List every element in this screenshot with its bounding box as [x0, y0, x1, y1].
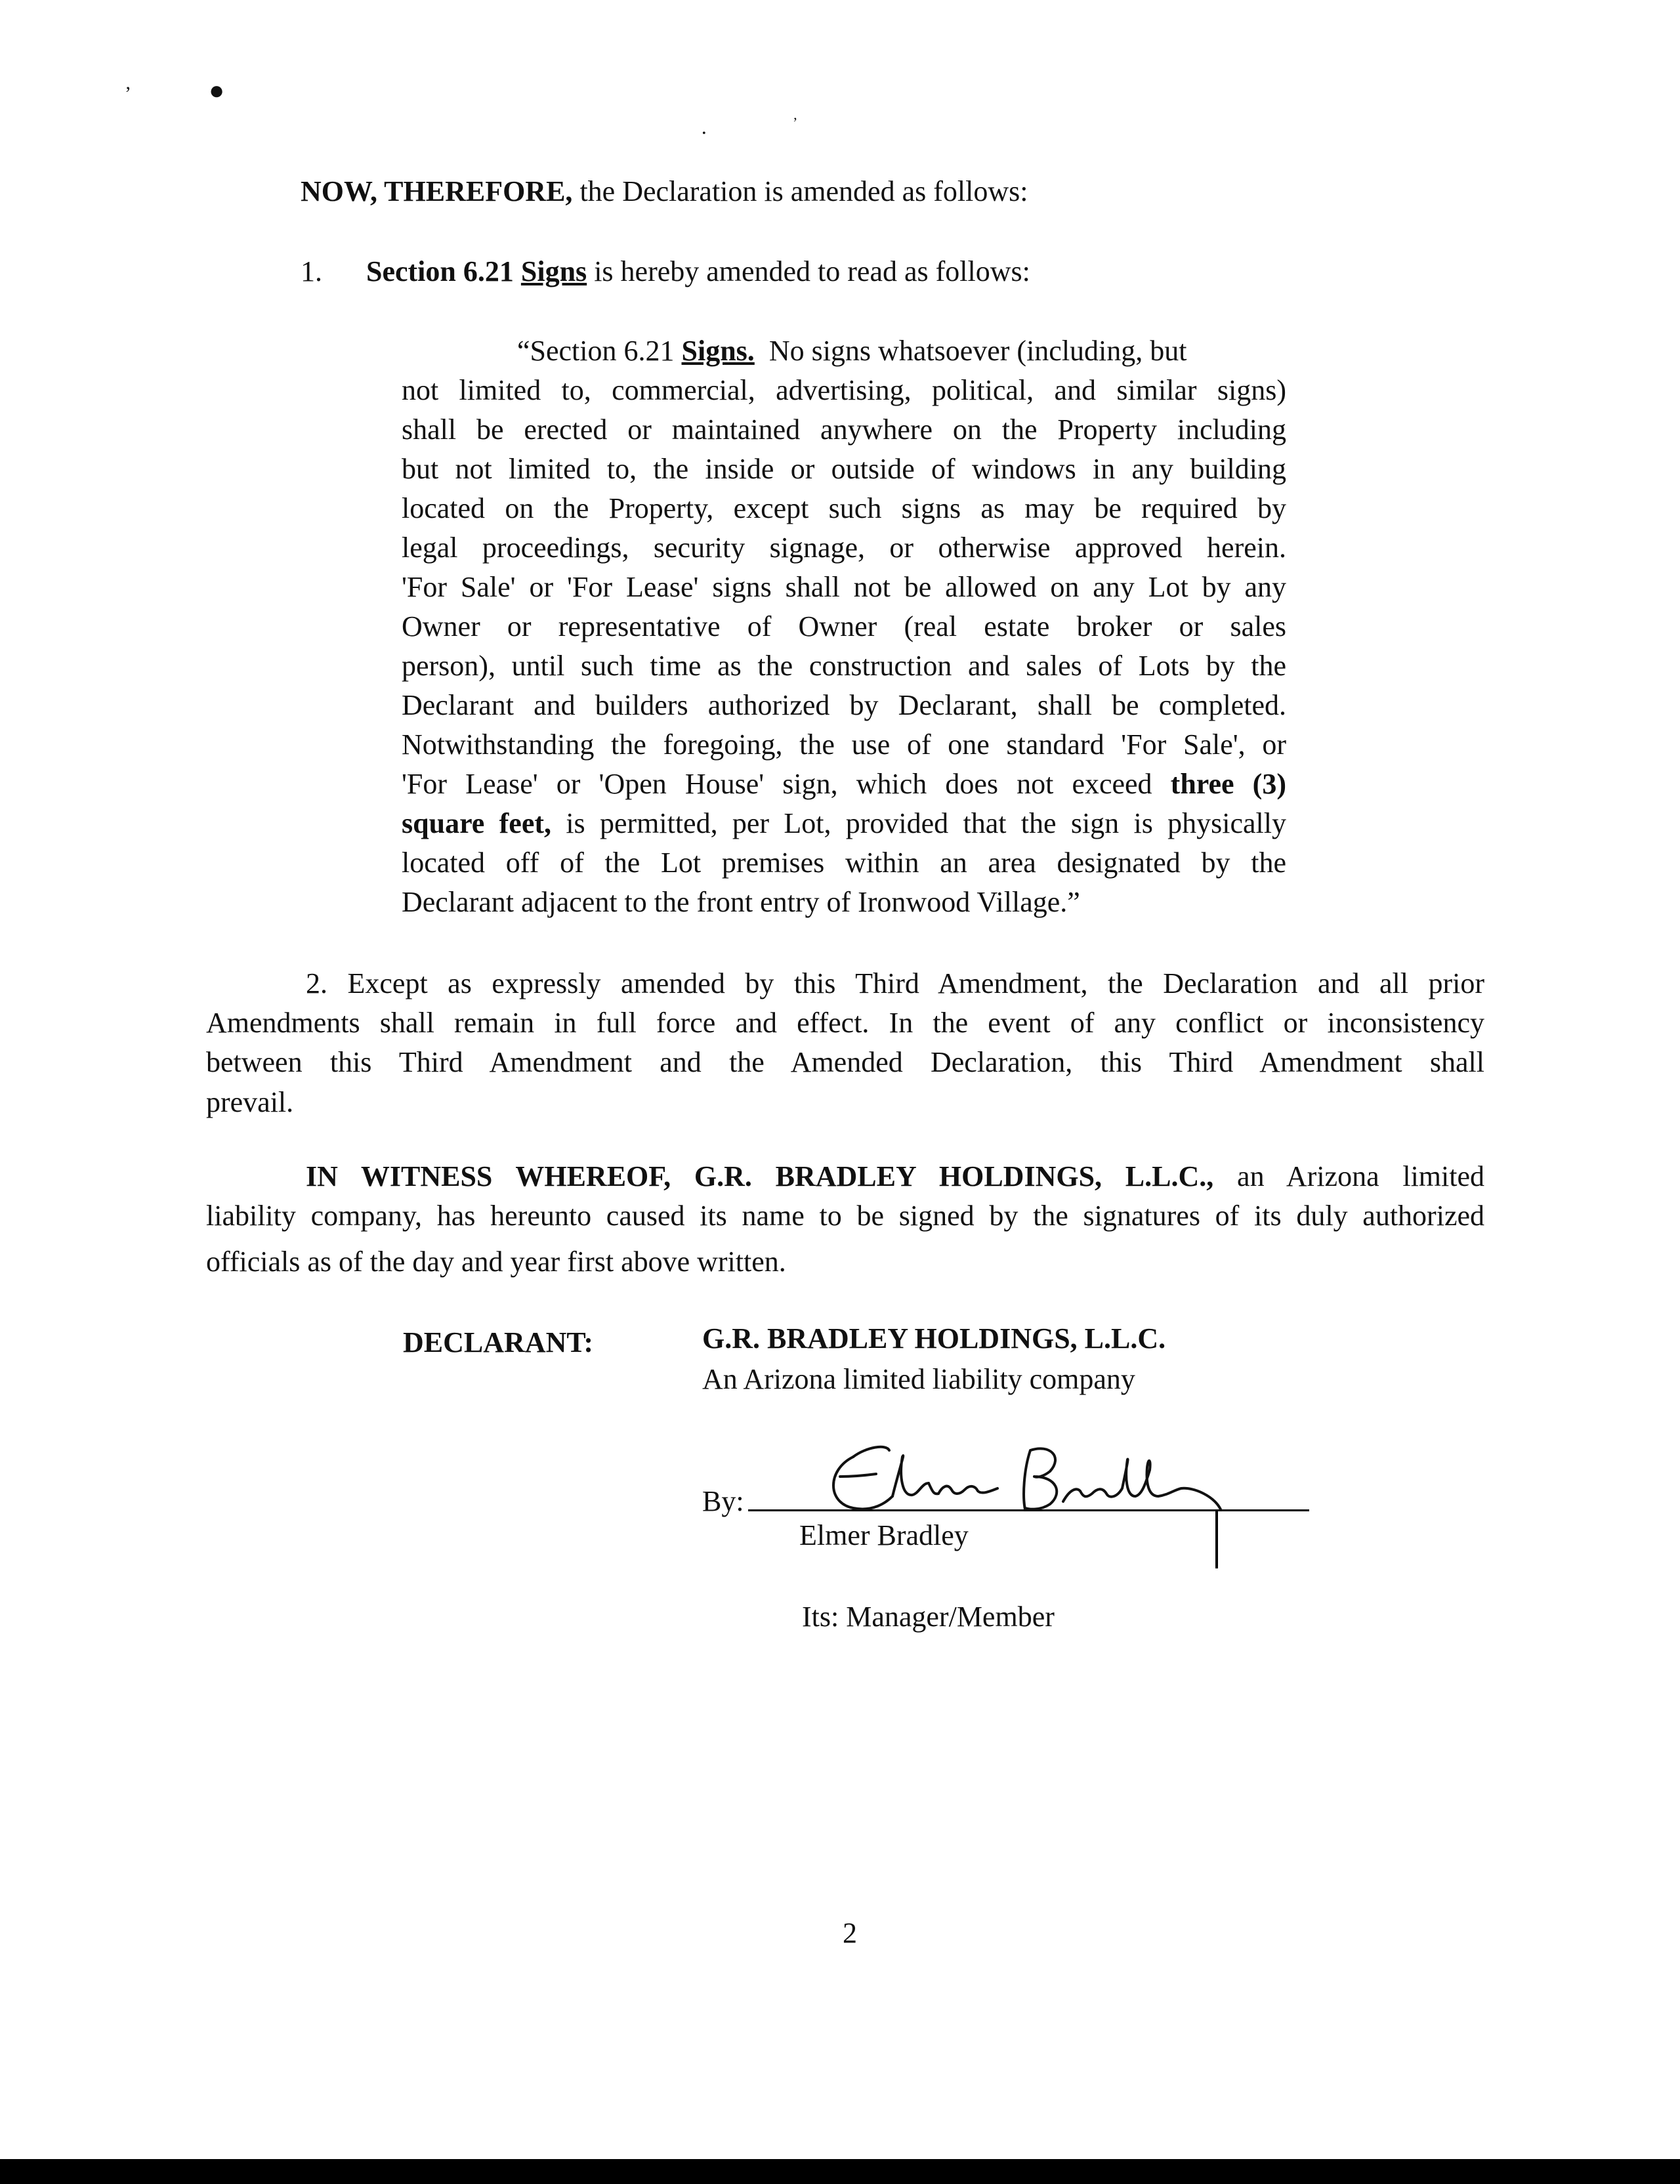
by-label: By:: [702, 1485, 744, 1517]
intro-text: the Declaration is amended as follows:: [572, 175, 1028, 207]
witness-bold: IN WITNESS WHEREOF, G.R. BRADLEY HOLDINGS, L.L.C.,: [306, 1160, 1214, 1192]
quote-body: [402, 371, 1286, 883]
quote-line: legal proceedings, security signage, or otherwise approved herein.: [402, 532, 1286, 564]
quote-line: 'For Sale' or 'For Lease' signs shall not be allowed on any Lot by any: [402, 571, 1286, 603]
witness-line-1: [306, 1157, 1484, 1196]
intro-line: [301, 172, 1028, 211]
quote-line-13-bold: square feet,: [402, 807, 551, 839]
declarant-label: DECLARANT:: [403, 1326, 594, 1358]
scan-speck: •: [702, 128, 706, 139]
quote-line-12-bold: three (3): [1170, 768, 1286, 800]
item-2-line-2: Amendments shall remain in full force and effect. In the event of any conflict or inconsistency: [206, 1007, 1484, 1039]
item-2-line-1: 2. Except as expressly amended by this Third Amendment, the Declaration and all prior: [306, 967, 1484, 999]
item-2-last-line: prevail.: [206, 1086, 294, 1118]
item-2-line-3: between this Third Amendment and the Amended Declaration, this Third Amendment shall: [206, 1046, 1484, 1078]
declarant-company-desc: An Arizona limited liability company: [702, 1363, 1135, 1395]
declarant-company: G.R. BRADLEY HOLDINGS, L.L.C.: [702, 1322, 1166, 1354]
quote-last-line: Declarant adjacent to the front entry of Ironwood Village.”: [402, 886, 1080, 918]
scan-speck: ’: [793, 114, 798, 131]
quote-line-12-text: 'For Lease' or 'Open House' sign, which does not exceed: [402, 768, 1152, 800]
item-1-section-title: Signs: [520, 255, 587, 287]
scan-speck: ’: [125, 83, 131, 104]
quote-line: [402, 804, 1286, 843]
intro-bold: NOW, THEREFORE,: [301, 175, 573, 207]
witness-line-1-rest: an Arizona limited: [1213, 1160, 1485, 1192]
quote-line: Owner or representative of Owner (real estate broker or sales: [402, 610, 1286, 642]
quote-title: Signs.: [681, 335, 755, 367]
quote-line: located on the Property, except such signs as may be required by: [402, 492, 1286, 524]
item-1-line: [366, 252, 1030, 291]
item-1-section-number: Section 6.21: [366, 255, 514, 287]
quote-line: person), until such time as the construction and sales of Lots by the: [402, 650, 1286, 682]
quote-line: not limited to, commercial, advertising, political, and similar signs): [402, 374, 1286, 406]
quote-line-13-text: is permitted, per Lot, provided that the sign is physically: [566, 807, 1286, 839]
item-1-number: 1.: [301, 255, 322, 287]
quote-line: Notwithstanding the foregoing, the use of one standard 'For Sale', or: [402, 728, 1286, 761]
quote-line: Declarant and builders authorized by Declarant, shall be completed.: [402, 689, 1286, 721]
item-1-text: is hereby amended to read as follows:: [587, 255, 1030, 287]
scan-speck: ●: [209, 75, 225, 105]
quote-line-1: [517, 331, 1187, 371]
quote-lead: “Section 6.21: [517, 335, 675, 367]
signer-name: Elmer Bradley: [799, 1519, 969, 1551]
quote-line: but not limited to, the inside or outside of windows in any building: [402, 453, 1286, 485]
page-number: 2: [843, 1917, 857, 1949]
bottom-scan-edge: [0, 2159, 1680, 2184]
quote-line: shall be erected or maintained anywhere on the Property including: [402, 413, 1286, 446]
quote-line: located off of the Lot premises within an area designated by the: [402, 847, 1286, 879]
witness-line-3: officials as of the day and year first above written.: [206, 1246, 786, 1278]
witness-line-2: liability company, has hereunto caused its name to be signed by the signatures of its duly authorized: [206, 1200, 1484, 1232]
signer-title: Its: Manager/Member: [802, 1601, 1055, 1633]
quote-line-1-rest: No signs whatsoever (including, but: [768, 335, 1187, 367]
signature-image: [814, 1431, 1234, 1522]
quote-line: [402, 765, 1286, 804]
